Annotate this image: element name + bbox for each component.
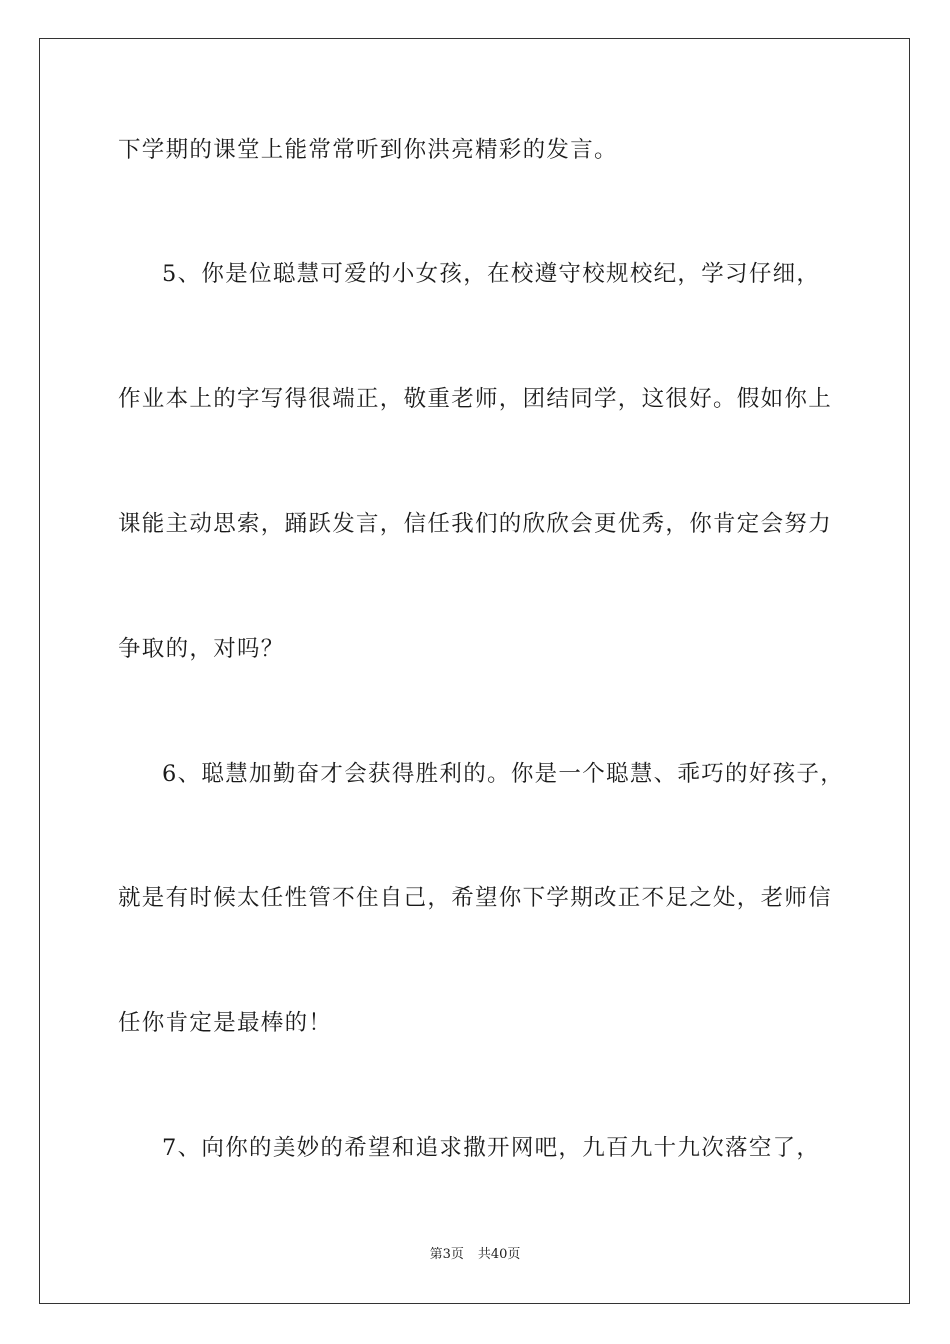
text-line-9: 7、向你的美妙的希望和追求撒开网吧，九百九十九次落空了， xyxy=(162,1135,821,1161)
text-line-4: 课能主动思索，踊跃发言，信任我们的欣欣会更优秀，你肯定会努力 xyxy=(118,511,833,537)
text-line-8: 任你肯定是最棒的！ xyxy=(118,1010,333,1036)
page-footer xyxy=(0,1246,950,1264)
page-number: 第3页 xyxy=(429,1247,464,1262)
text-line-3: 作业本上的字写得很端正，敬重老师，团结同学，这很好。假如你上 xyxy=(118,386,833,412)
text-line-1: 下学期的课堂上能常常听到你洪亮精彩的发言。 xyxy=(118,137,618,163)
text-line-5: 争取的，对吗？ xyxy=(118,636,285,662)
text-line-7: 就是有时候太任性管不住自己，希望你下学期改正不足之处，老师信 xyxy=(118,885,833,911)
page-border xyxy=(39,38,910,1304)
text-line-6: 6、聪慧加勤奋才会获得胜利的。你是一个聪慧、乖巧的好孩子， xyxy=(162,761,845,787)
text-line-2: 5、你是位聪慧可爱的小女孩，在校遵守校规校纪，学习仔细， xyxy=(162,261,821,287)
page-total: 共40页 xyxy=(477,1247,521,1262)
